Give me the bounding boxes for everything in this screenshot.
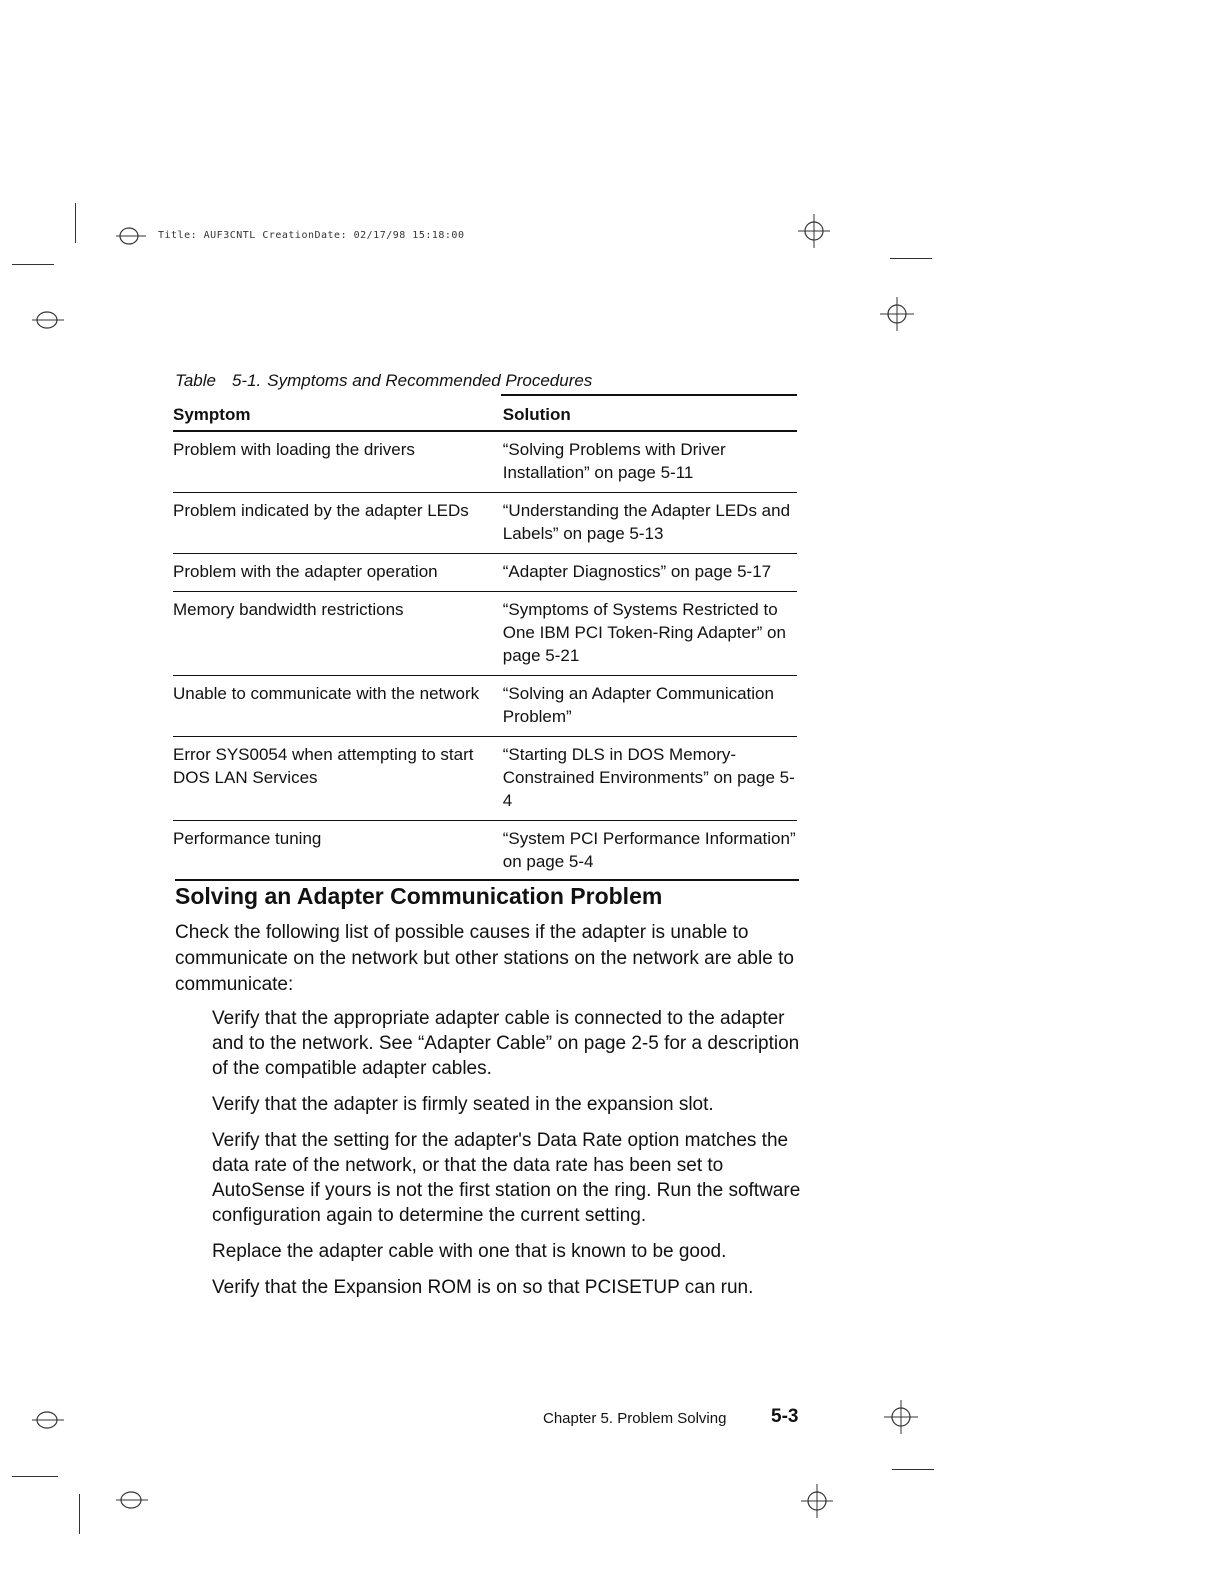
registration-mark-icon xyxy=(32,310,64,330)
column-header-symptom: Symptom xyxy=(173,396,503,431)
table-row xyxy=(173,737,797,821)
crop-line-top-left-vertical xyxy=(75,203,76,243)
registration-mark-icon xyxy=(798,214,830,248)
crop-line-top-left-horizontal xyxy=(12,264,54,265)
causes-list xyxy=(212,1006,804,1311)
crop-line-bottom-left-vertical xyxy=(79,1494,80,1534)
section-rule xyxy=(175,879,799,881)
symptom-cell: Problem with the adapter operation xyxy=(173,554,503,592)
list-item: Replace the adapter cable with one that is known to be good. xyxy=(212,1241,727,1262)
solution-cell: “Adapter Diagnostics” on page 5-17 xyxy=(503,554,797,592)
symptom-cell: Unable to communicate with the network xyxy=(173,676,503,737)
list-item: Verify that the adapter is firmly seated in the expansion slot. xyxy=(212,1094,714,1115)
table-row xyxy=(173,431,797,493)
list-item: Verify that the setting for the adapter's Data Rate option matches the data rate of the network, or that the data rate has been set to AutoSense if yours is not the first station on the ring. Run the software configuration again to determine the current setting. xyxy=(212,1130,801,1226)
table-row xyxy=(173,554,797,592)
list-item: Verify that the appropriate adapter cable is connected to the adapter and to the network. See “Adapter Cable” on page 2-5 for a description of the compatible adapter cables. xyxy=(212,1008,800,1079)
crop-line-bottom-right-horizontal xyxy=(892,1469,934,1470)
crop-line-bottom-left-horizontal xyxy=(12,1476,58,1477)
column-header-solution: Solution xyxy=(503,396,797,431)
registration-mark-icon xyxy=(116,1490,148,1510)
table-row xyxy=(173,676,797,737)
table-row xyxy=(173,592,797,676)
table-caption xyxy=(175,371,592,391)
solution-cell: “System PCI Performance Information” on page 5-4 xyxy=(502,829,796,871)
solution-cell: “Understanding the Adapter LEDs and Labels” on page 5-13 xyxy=(503,493,797,554)
table-row xyxy=(173,493,797,554)
footer-page-number: 5-3 xyxy=(771,1406,799,1427)
solution-cell: “Solving an Adapter Communication Problem” xyxy=(503,676,797,737)
registration-mark-icon xyxy=(880,297,914,331)
footer-chapter: Chapter 5. Problem Solving xyxy=(543,1410,727,1427)
table-caption-label: Table xyxy=(175,371,216,390)
section-intro: Check the following list of possible causes if the adapter is unable to communicate on the network but other stations on the network are able to communicate: xyxy=(175,922,794,995)
registration-mark-icon xyxy=(801,1484,833,1518)
symptoms-table-container xyxy=(173,394,797,881)
list-item: Verify that the Expansion ROM is on so that PCISETUP can run. xyxy=(212,1277,754,1298)
section-title: Solving an Adapter Communication Problem xyxy=(175,883,663,909)
table-caption-number: 5-1. xyxy=(231,371,262,390)
registration-mark-icon xyxy=(884,1400,918,1434)
table-caption-title: Symptoms and Recommended Procedures xyxy=(267,371,593,390)
solution-cell: “Solving Problems with Driver Installation” on page 5-11 xyxy=(503,431,797,493)
symptoms-table xyxy=(173,396,797,881)
crop-line-top-right-horizontal xyxy=(890,258,932,259)
solution-cell: “Symptoms of Systems Restricted to One IBM PCI Token-Ring Adapter” on page 5-21 xyxy=(503,592,797,676)
registration-mark-icon xyxy=(116,226,146,246)
solution-cell: “Starting DLS in DOS Memory-Constrained Environments” on page 5-4 xyxy=(503,737,797,821)
print-header: Title: AUF3CNTL CreationDate: 02/17/98 15:18:00 xyxy=(158,230,465,241)
symptom-cell: Memory bandwidth restrictions xyxy=(173,592,503,676)
table-row xyxy=(173,821,797,882)
table-header-row xyxy=(173,396,797,431)
symptom-cell: Error SYS0054 when attempting to start DOS LAN Services xyxy=(173,737,503,821)
symptom-cell: Performance tuning xyxy=(173,829,322,848)
symptom-cell: Problem with loading the drivers xyxy=(173,431,503,493)
symptom-cell: Problem indicated by the adapter LEDs xyxy=(173,493,503,554)
registration-mark-icon xyxy=(32,1410,64,1430)
